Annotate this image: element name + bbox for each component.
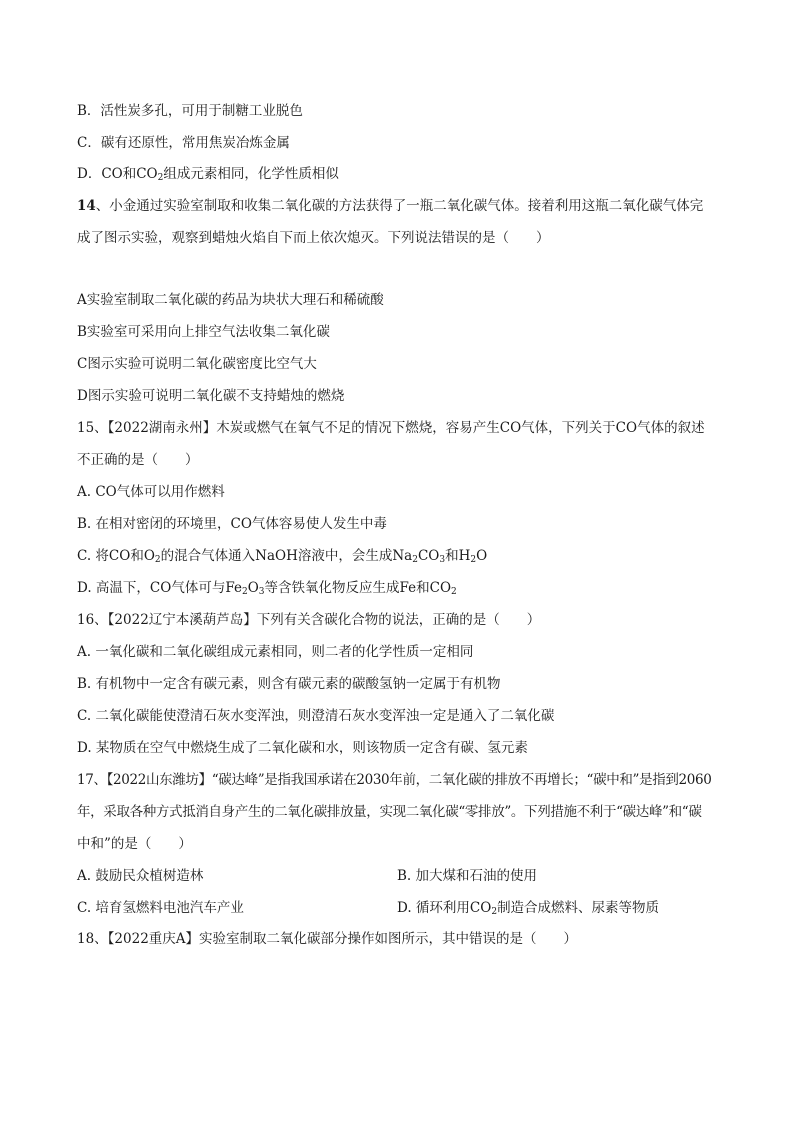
question-15-option-a: A. CO气体可以用作燃料 (77, 484, 225, 500)
question-17-option-a: A. 鼓励民众植树造林 (77, 868, 204, 884)
question-15-option-d: D. 高温下，CO气体可与$Fe_2O_3$等含铁氧化物反应生成Fe和$CO_2$ (77, 580, 457, 597)
question-15-option-b: B. 在相对密闭的环境里，CO气体容易使人发生中毒 (77, 516, 387, 532)
question-15-stem: 15、【2022湖南永州】木炭或燃气在氧气不足的情况下燃烧，容易产生CO气体，下列关于CO气体的叙述 (77, 420, 705, 436)
question-14-option-b: B实验室可采用向上排空气法收集二氧化碳 (77, 324, 330, 340)
option-c-prev: C．碳有还原性，常用焦炭冶炼金属 (77, 135, 290, 151)
option-b-prev: B．活性炭多孔，可用于制糖工业脱色 (77, 103, 303, 119)
question-14-option-a: A实验室制取二氧化碳的药品为块状大理石和稀硫酸 (77, 292, 384, 308)
question-17-option-d: D. 循环利用$CO_2$制造合成燃料、尿素等物质 (397, 900, 660, 917)
question-16-option-d: D. 某物质在空气中燃烧生成了二氧化碳和水，则该物质一定含有碳、氢元素 (77, 740, 528, 756)
option-d-prev: D．CO和$CO_2$组成元素相同，化学性质相似 (77, 166, 339, 183)
question-17-option-c: C. 培育氢燃料电池汽车产业 (77, 900, 244, 916)
question-14-option-d: D图示实验可说明二氧化碳不支持蜡烛的燃烧 (77, 388, 345, 404)
question-16-stem: 16、【2022辽宁本溪葫芦岛】下列有关含碳化合物的说法，正确的是（ ） (77, 612, 541, 628)
question-14-stem: 14、小金通过实验室制取和收集二氧化碳的方法获得了一瓶二氧化碳气体。接着利用这瓶二氧化碳气体完 (77, 198, 704, 214)
question-16-option-b: B. 有机物中一定含有碳元素，则含有碳元素的碳酸氢钠一定属于有机物 (77, 676, 501, 692)
question-14-stem-cont: 成了图示实验，观察到蜡烛火焰自下而上依次熄灭。下列说法错误的是（ ） (77, 230, 550, 246)
question-17-stem: 17、【2022山东潍坊】“碳达峰”是指我国承诺在2030年前，二氧化碳的排放不再增长；“碳中和”是指到2060 (77, 772, 712, 788)
question-16-option-a: A. 一氧化碳和二氧化碳组成元素相同，则二者的化学性质一定相同 (77, 644, 474, 660)
question-16-option-c: C. 二氧化碳能使澄清石灰水变浑浊，则澄清石灰水变浑浊一定是通入了二氧化碳 (77, 708, 555, 724)
question-17-stem-end: 中和”的是（ ） (77, 836, 192, 852)
question-17-option-b: B. 加大煤和石油的使用 (397, 868, 538, 884)
question-18-stem: 18、【2022重庆A】实验室制取二氧化碳部分操作如图所示，其中错误的是（ ） (77, 931, 578, 947)
question-15-stem-cont: 不正确的是（ ） (77, 452, 199, 468)
question-14-option-c: C图示实验可说明二氧化碳密度比空气大 (77, 356, 317, 372)
question-15-option-c: C. 将CO和$O_2$的混合气体通入NaOH溶液中，会生成$Na_2CO_3$和$H_2O$ (77, 548, 488, 565)
question-17-stem-cont: 年，采取各种方式抵消自身产生的二氧化碳排放量，实现二氧化碳“零排放”。下列措施不利于“碳达峰”和“碳 (77, 804, 702, 820)
